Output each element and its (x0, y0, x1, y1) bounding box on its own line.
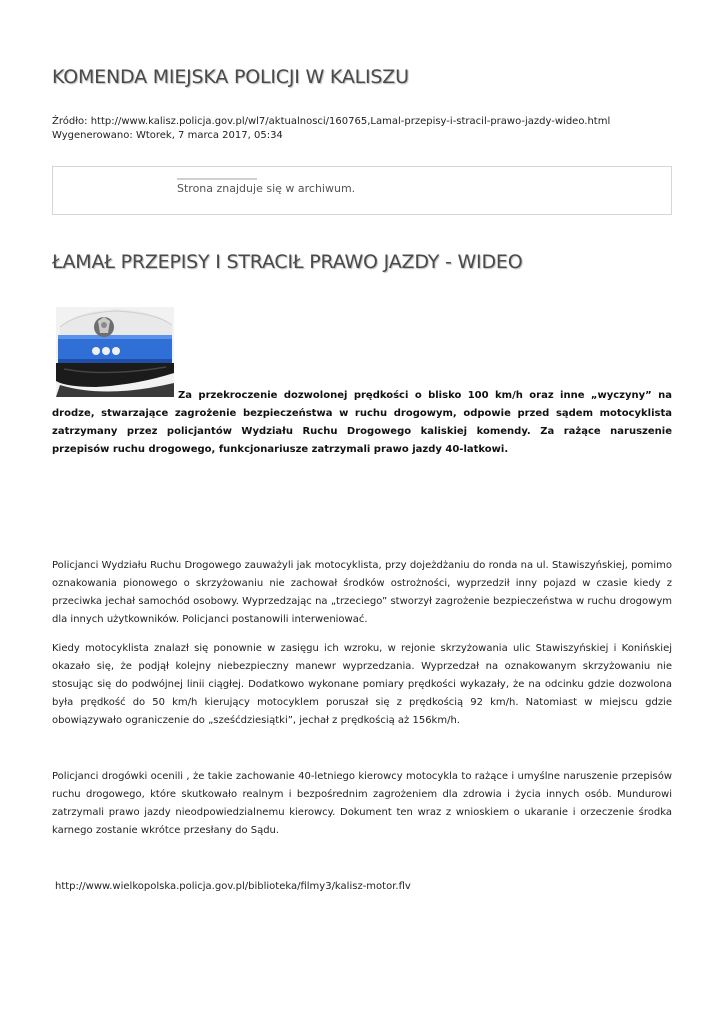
site-title: KOMENDA MIEJSKA POLICJI W KALISZU (52, 66, 409, 88)
article-lead-text: Za przekroczenie dozwolonej prędkości o blisko 100 km/h oraz inne „wyczyny” na drodze, stwarzające zagrożenie bezpieczeństwa w ruchu drogowym, odpowie przed sądem motocyklista zatrzymany przez policjantów Wydziału Ruchu Drogowego kaliskiej komendy. Za rażące naruszenie przepisów ruchu drogowego, funkcjonariusze zatrzymali prawo jazdy 40-latkowi. (52, 390, 672, 455)
archive-notice-box (52, 166, 672, 215)
article-paragraph-3: Policjanci drogówki ocenili , że takie zachowanie 40-letniego kierowcy motocykla to rażące i umyślne naruszenie przepisów ruchu drogowego, które skutkowało realnym i bezpośrednim zagrożeniem dla zdrowia i życia innych osób. Mundurowi zatrzymali prawo jazdy nieodpowiedzialnemu kierowcy. Dokument ten wraz z wnioskiem o ukaranie i orzeczenie środka karnego zostanie wkrótce przesłany do Sądu. (52, 771, 672, 836)
police-cap-photo (56, 307, 174, 397)
archive-notice-text: Strona znajduje się w archiwum. (177, 182, 356, 195)
archive-notice-divider (177, 178, 257, 180)
generated-line: Wygenerowano: Wtorek, 7 marca 2017, 05:34 (52, 130, 283, 141)
source-line: Źródło: http://www.kalisz.policja.gov.pl/wl7/aktualnosci/160765,Lamal-przepisy-i-stracil-prawo-jazdy-wideo.html (52, 116, 611, 127)
article-lead (52, 387, 672, 459)
source-meta (52, 115, 610, 143)
video-link[interactable]: http://www.wielkopolska.policja.gov.pl/biblioteka/filmy3/kalisz-motor.flv (55, 881, 411, 892)
police-cap-icon (56, 307, 174, 397)
article-title: ŁAMAŁ PRZEPISY I STRACIŁ PRAWO JAZDY - WIDEO (52, 251, 523, 273)
article-paragraph-1: Policjanci Wydziału Ruchu Drogowego zauważyli jak motocyklista, przy dojeżdżaniu do ronda na ul. Stawiszyńskiej, pomimo oznakowania pionowego o skrzyżowaniu nie zachował środków ostrożności, wyprzedził inny pojazd w czasie kiedy z przeciwka jechał samochód osobowy. Wyprzedzając na „trzeciego” stworzył zagrożenie bezpieczeństwa w ruchu drogowym dla innych użytkowników. Policjanci postanowili interweniować. (52, 560, 672, 625)
article-paragraph-2: Kiedy motocyklista znalazł się ponownie w zasięgu ich wzroku, w rejonie skrzyżowania ulic Stawiszyńskiej i Konińskiej okazało się, że podjął kolejny niebezpieczny manewr wyprzedzania. Wyprzedzał na oznakowanym skrzyżowaniu nie stosując się do podwójnej linii ciągłej. Dodatkowo wykonane pomiary prędkości wykazały, że na odcinku gdzie dozwolona była prędkość do 50 km/h kierujący motocyklem poruszał się z prędkością 92 km/h. Natomiast w miejscu gdzie obowiązywało ograniczenie do „sześćdziesiątki”, jechał z prędkością aż 156km/h. (52, 643, 672, 726)
